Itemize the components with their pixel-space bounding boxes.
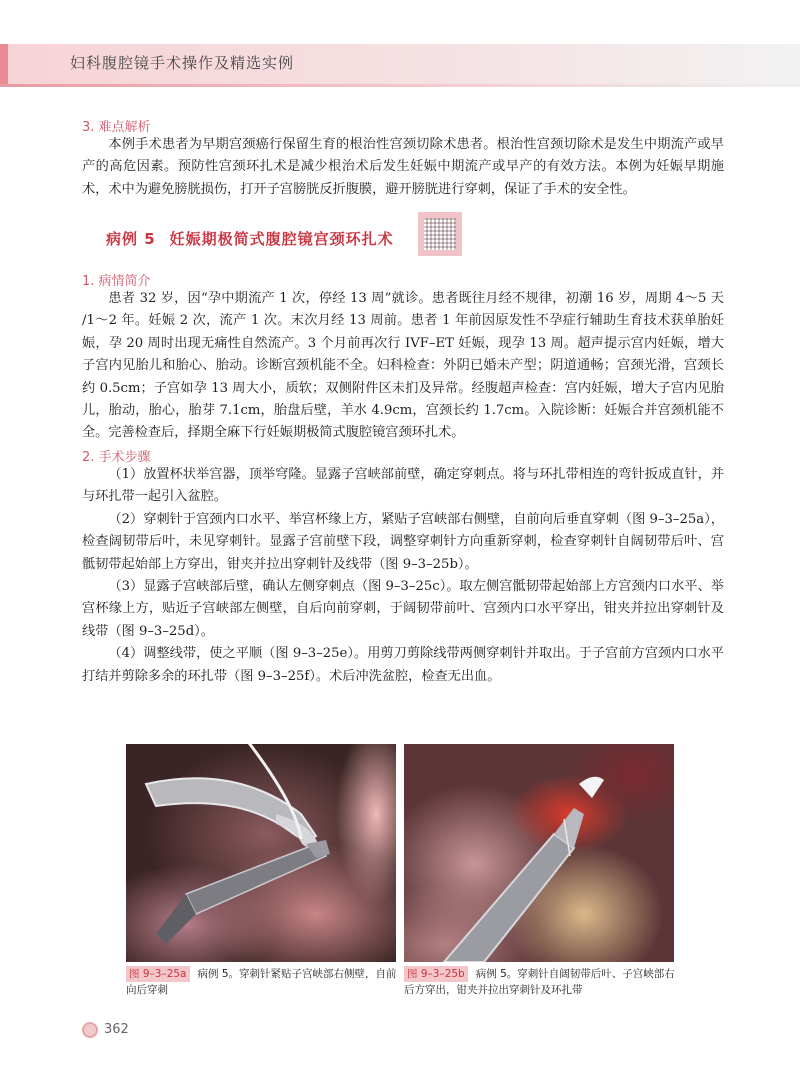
figure-label: 图 9–3–25b bbox=[404, 966, 468, 982]
figure-image-b bbox=[404, 744, 674, 962]
figure-caption-a bbox=[126, 966, 398, 998]
figure-image-a bbox=[126, 744, 396, 962]
page-number: 362 bbox=[104, 1022, 129, 1037]
section-heading-difficulty: 3. 难点解析 bbox=[82, 120, 151, 135]
section-body-history bbox=[82, 288, 724, 445]
figure-label: 图 9–3–25a bbox=[126, 966, 190, 982]
case-title bbox=[106, 228, 394, 249]
page-marker-icon bbox=[82, 1022, 98, 1038]
step-paragraph: （1）放置杯状举宫器，顶举穹隆。显露子宫峡部前壁，确定穿刺点。将与环扎带相连的弯针扳成直针，并与环扎带一起引入盆腔。 bbox=[82, 467, 724, 505]
section-heading-steps: 2. 手术步骤 bbox=[82, 450, 151, 465]
figure-caption-text: 病例 5。穿刺针紧贴子宫峡部右侧壁，自前向后穿刺 bbox=[126, 968, 397, 996]
case-number: 病例 5 bbox=[106, 230, 156, 248]
paragraph: 本例手术患者为早期宫颈癌行保留生育的根治性宫颈切除术患者。根治性宫颈切除术是发生中期流产或早产的高危因素。预防性宫颈环扎术是减少根治术后发生妊娠中期流产或早产的有效方法。本例为妊娠早期施术，术中为避免膀胱损伤，打开子宫膀胱反折腹膜，避开膀胱进行穿刺，保证了手术的安全性。 bbox=[82, 137, 724, 197]
qr-code-icon bbox=[418, 212, 462, 256]
section-body-difficulty bbox=[82, 134, 724, 201]
step-paragraph: （4）调整线带，使之平顺（图 9–3–25e）。用剪刀剪除线带两侧穿刺针并取出。于子宫前方宫颈内口水平打结并剪除多余的环扎带（图 9–3–25f）。术后冲洗盆腔，检查无出血。 bbox=[82, 646, 724, 684]
figure-caption-text: 病例 5。穿刺针自阔韧带后叶、子宫峡部右后方穿出，钳夹并拉出穿刺针及环扎带 bbox=[404, 968, 675, 996]
step-paragraph: （2）穿刺针于宫颈内口水平、举宫杯缘上方，紧贴子宫峡部右侧壁，自前向后垂直穿刺（图 9–3–25a），检查阔韧带后叶，未见穿刺针。显露子宫前壁下段，调整穿刺针方向重新穿刺，检查穿刺针自阔韧带后叶、宫骶韧带起始部上方穿出，钳夹并拉出穿刺针及线带（图 9–3–25b）。 bbox=[82, 511, 724, 572]
step-paragraph: （3）显露子宫峡部后壁，确认左侧穿刺点（图 9–3–25c）。取左侧宫骶韧带起始部上方宫颈内口水平、举宫杯缘上方，贴近子宫峡部左侧壁，自后向前穿刺，于阔韧带前叶、宫颈内口水平穿出，钳夹并拉出穿刺针及线带（图 9–3–25d）。 bbox=[82, 579, 724, 639]
section-body-steps bbox=[82, 464, 724, 688]
section-heading-history: 1. 病情简介 bbox=[82, 274, 151, 289]
running-header-title: 妇科腹腔镜手术操作及精选实例 bbox=[70, 54, 295, 72]
paragraph: 患者 32 岁，因“孕中期流产 1 次，停经 13 周”就诊。患者既往月经不规律，初潮 16 岁，周期 4～5 天 /1～2 年。妊娠 2 次，流产 1 次。末次月经 13 周前。患者 1 年前因原发性不孕症行辅助生育技术获单胎妊娠，孕 20 周时出现无痛性自然流产。3 个月前再次行 IVF–ET 妊娠，现孕 13 周。超声提示宫内妊娠，增大子宫内见胎儿和胎心、胎动。诊断宫颈机能不全。妇科检查：外阴已婚未产型；阴道通畅；宫颈光滑，宫颈长约 0.5cm；子宫如孕 13 周大小，质软；双侧附件区未扪及异常。经腹超声检查：宫内妊娠，增大子宫内见胎儿，胎动，胎心，胎芽 7.1cm，胎盘后壁，羊水 4.9cm，宫颈长约 1.7cm。入院诊断：妊娠合并宫颈机能不全。完善检查后，择期全麻下行妊娠期极简式腹腔镜宫颈环扎术。 bbox=[82, 291, 724, 441]
figure-caption-b bbox=[404, 966, 676, 998]
case-name: 妊娠期极简式腹腔镜宫颈环扎术 bbox=[169, 230, 394, 248]
